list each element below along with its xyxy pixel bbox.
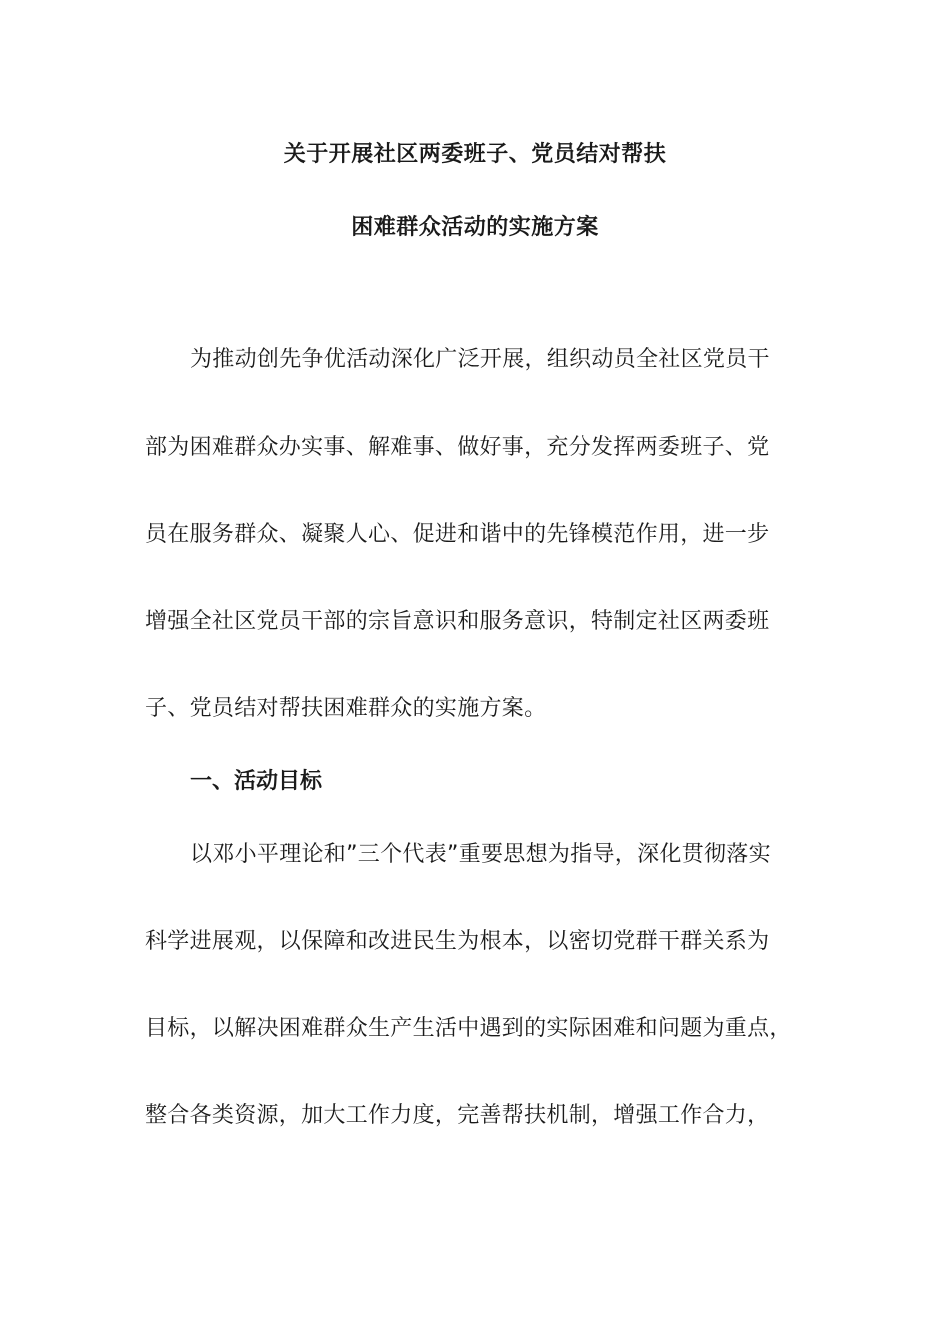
paragraph-line: 子、党员结对帮扶困难群众的实施方案。 (145, 696, 547, 721)
section-heading: 一、活动目标 (190, 769, 323, 794)
paragraph-line: 增强全社区党员干部的宗旨意识和服务意识，特制定社区两委班 (145, 609, 770, 634)
paragraph-line: 员在服务群众、凝聚人心、促进和谐中的先锋模范作用，进一步 (145, 522, 770, 547)
paragraph-line: 目标，以解决困难群众生产生活中遇到的实际困难和问题为重点， (145, 1016, 792, 1041)
document-title-line-1: 关于开展社区两委班子、党员结对帮扶 (283, 142, 667, 167)
paragraph-line: 为推动创先争优活动深化广泛开展，组织动员全社区党员干 (190, 347, 770, 372)
document-title-line-2: 困难群众活动的实施方案 (351, 215, 599, 240)
paragraph-line: 部为困难群众办实事、解难事、做好事，充分发挥两委班子、党 (145, 435, 770, 460)
paragraph-line: 科学进展观，以保障和改进民生为根本，以密切党群干群关系为 (145, 929, 770, 954)
paragraph-line: 以邓小平理论和”三个代表”重要思想为指导，深化贯彻落实 (190, 842, 771, 867)
paragraph-line: 整合各类资源，加大工作力度，完善帮扶机制，增强工作合力， (145, 1103, 770, 1128)
